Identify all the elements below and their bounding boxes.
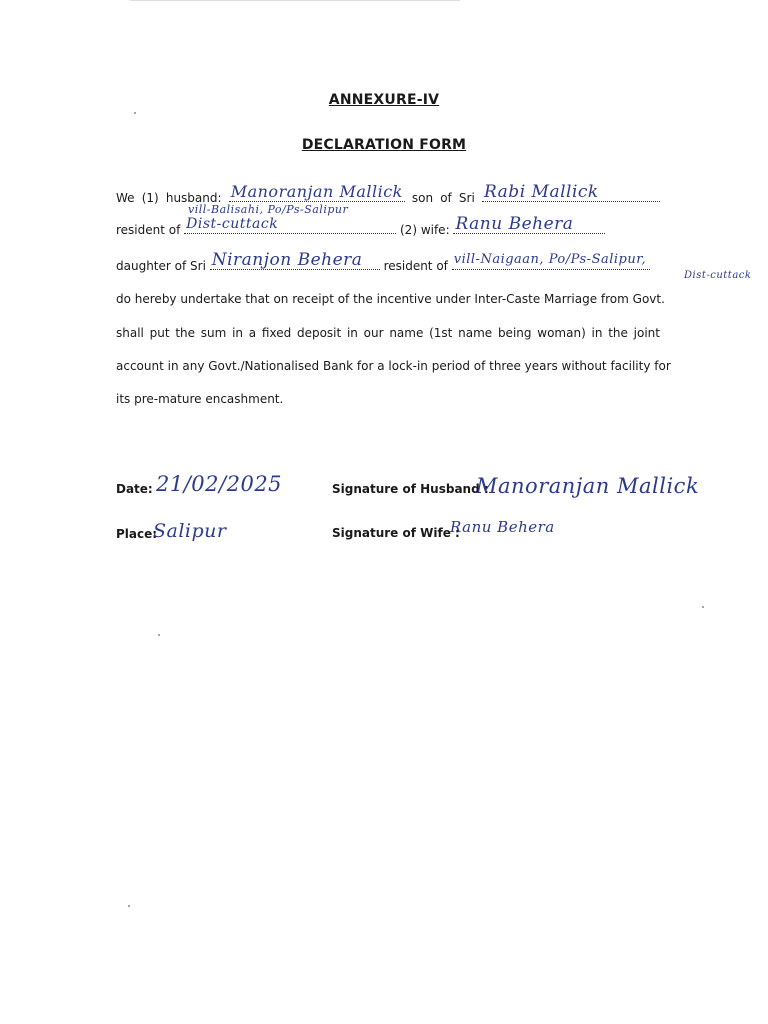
place-label: Place: (116, 527, 158, 541)
daughter-of-label: daughter of Sri (116, 259, 206, 273)
wife-line (116, 214, 605, 238)
scan-speck (702, 606, 704, 608)
wife-name-handwritten: Ranu Behera (455, 214, 574, 234)
wife-father-handwritten: Niranjon Behera (211, 250, 363, 270)
husband-address-handwritten: vill-Balisahi, Po/Ps-Salipur (188, 203, 349, 216)
wife-name-field (453, 214, 605, 234)
form-title: DECLARATION FORM (301, 137, 467, 153)
husband-father-field (482, 182, 660, 202)
husband-label: We (1) husband: (116, 191, 222, 205)
wife-father-line (116, 250, 650, 274)
annexure-heading: ANNEXURE-IV (328, 92, 440, 108)
body-line-4: its pre-mature encashment. (116, 392, 284, 406)
husband-signature-label: Signature of Husband : (332, 482, 489, 496)
wife-residence-field (452, 252, 650, 270)
resident-of-label-2: resident of (383, 259, 448, 273)
son-of-label: son of Sri (411, 191, 475, 205)
scan-speck (134, 112, 136, 114)
wife-signature-label: Signature of Wife : (332, 526, 460, 540)
scan-edge (130, 0, 460, 1)
husband-district-handwritten: Dist-cuttack (186, 216, 279, 232)
body-line-1: do hereby undertake that on receipt of the incentive under Inter-Caste Marriage from Govt. (116, 292, 665, 306)
wife-signature: Ranu Behera (450, 518, 555, 536)
husband-signature: Manoranjan Mallick (476, 474, 700, 498)
resident-of-label: resident of (116, 223, 181, 237)
date-label: Date: (116, 482, 153, 496)
husband-name-handwritten: Manoranjan Mallick (230, 182, 403, 201)
body-line-3: account in any Govt./Nationalised Bank for a lock-in period of three years without facility for (116, 359, 671, 373)
wife-district-handwritten: Dist-cuttack (684, 270, 752, 281)
place-handwritten: Salipur (153, 520, 227, 542)
husband-father-handwritten: Rabi Mallick (483, 182, 599, 202)
wife-address-handwritten: vill-Naigaan, Po/Ps-Salipur, (453, 252, 647, 267)
date-handwritten: 21/02/2025 (156, 472, 283, 496)
husband-residence-field (184, 216, 396, 234)
wife-label: (2) wife: (400, 223, 450, 237)
scan-speck (128, 905, 130, 907)
body-line-2: shall put the sum in a fixed deposit in our name (1st name being woman) in the joint (116, 326, 660, 340)
husband-name-field (229, 182, 405, 202)
wife-father-field (210, 250, 380, 270)
scan-speck (158, 634, 160, 636)
